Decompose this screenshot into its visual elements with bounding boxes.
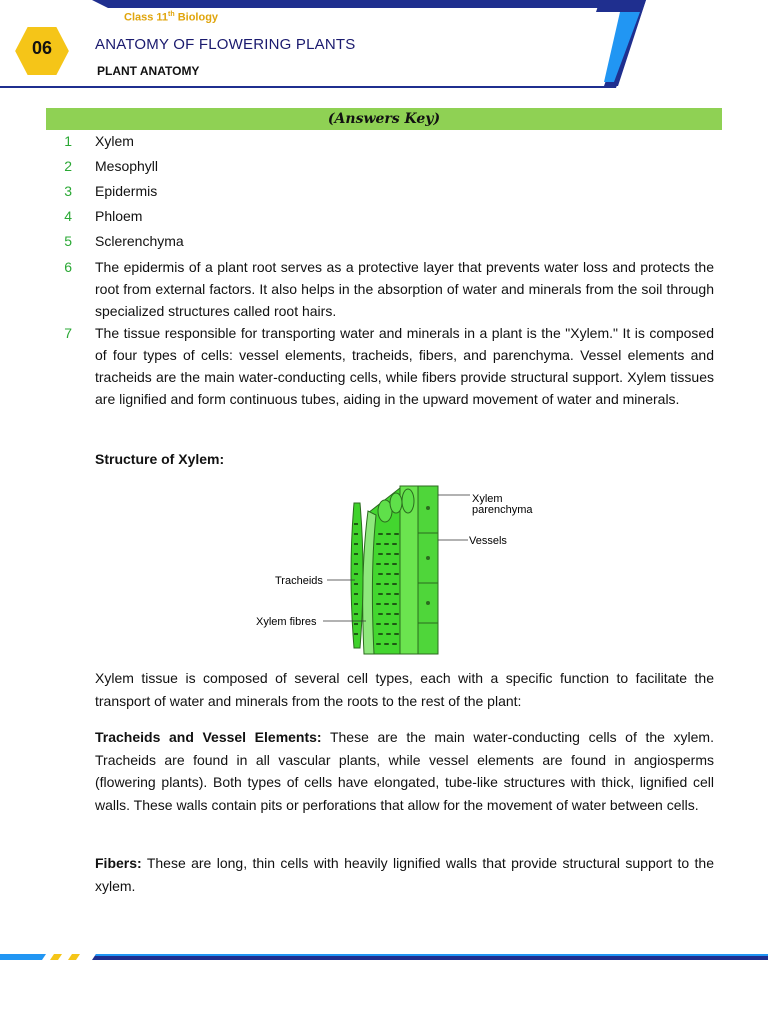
answer-text: Mesophyll (95, 158, 159, 174)
tracheids-text: These are the main water-conducting cells of the xylem. Tracheids are found in all vascular plants, while vessel elements are found in angiosperms (flowering plants). Both types of cells have elongated, tube-like structures with thick, lignified cell walls. These walls contain pits or perforations that allow for the movement of water between cells. (95, 729, 714, 813)
figure-label: parenchyma (472, 504, 533, 516)
answer-number: 7 (64, 325, 72, 341)
footer-stripe (0, 948, 768, 962)
section-heading: Structure of Xylem: (95, 451, 225, 467)
tracheids-term: Tracheids and Vessel Elements: (95, 729, 322, 745)
answer-text: The tissue responsible for transporting water and minerals in a plant is the "Xylem." It is composed of four types of cells: vessel elements, tracheids, fibers, and parenchyma. Vessel elements and tracheids are the main water-conducting cells, while fibers provide structural support. Xylem tissues are lignified and form continuous tubes, aiding in the upward movement of water and minerals. (95, 325, 714, 407)
fibers-term: Fibers: (95, 855, 142, 871)
answer-key-bar (46, 108, 722, 130)
answer-number: 6 (64, 259, 72, 275)
answer-text: Phloem (95, 208, 143, 224)
answer-number: 5 (64, 233, 72, 249)
tracheids-paragraph (95, 726, 714, 816)
class-label: Class 11th Biology (124, 11, 219, 24)
answer-text: Epidermis (95, 183, 158, 199)
chapter-title: ANATOMY OF FLOWERING PLANTS (95, 36, 356, 53)
answer-text: Sclerenchyma (95, 233, 184, 249)
figure-label: Vessels (469, 535, 507, 547)
figure-label: Xylem fibres (256, 616, 317, 628)
chapter-number: 06 (31, 38, 53, 58)
xylem-structure-figure (250, 483, 550, 659)
fibers-paragraph (95, 852, 714, 897)
intro-paragraph: Xylem tissue is composed of several cell types, each with a specific function to facilitate the transport of water and minerals from the roots to the rest of the plant: (95, 670, 714, 709)
answer-key-title: (Answers Key) (327, 111, 441, 127)
answer-number: 1 (64, 133, 72, 149)
figure-label: Tracheids (275, 575, 323, 587)
answer-text: Xylem (95, 133, 134, 149)
answer-text: The epidermis of a plant root serves as a protective layer that prevents water loss and protects the root from external factors. It also helps in the absorption of water and minerals from the soil through specialized structures called root hairs. (95, 259, 714, 319)
figure-label: Xylem (472, 493, 503, 505)
answer-number: 2 (64, 158, 72, 174)
fibers-text: These are long, thin cells with heavily lignified walls that provide structural support to the xylem. (95, 855, 714, 894)
subject-title: PLANT ANATOMY (97, 64, 200, 78)
answer-number: 3 (64, 183, 72, 199)
answer-number: 4 (64, 208, 72, 224)
